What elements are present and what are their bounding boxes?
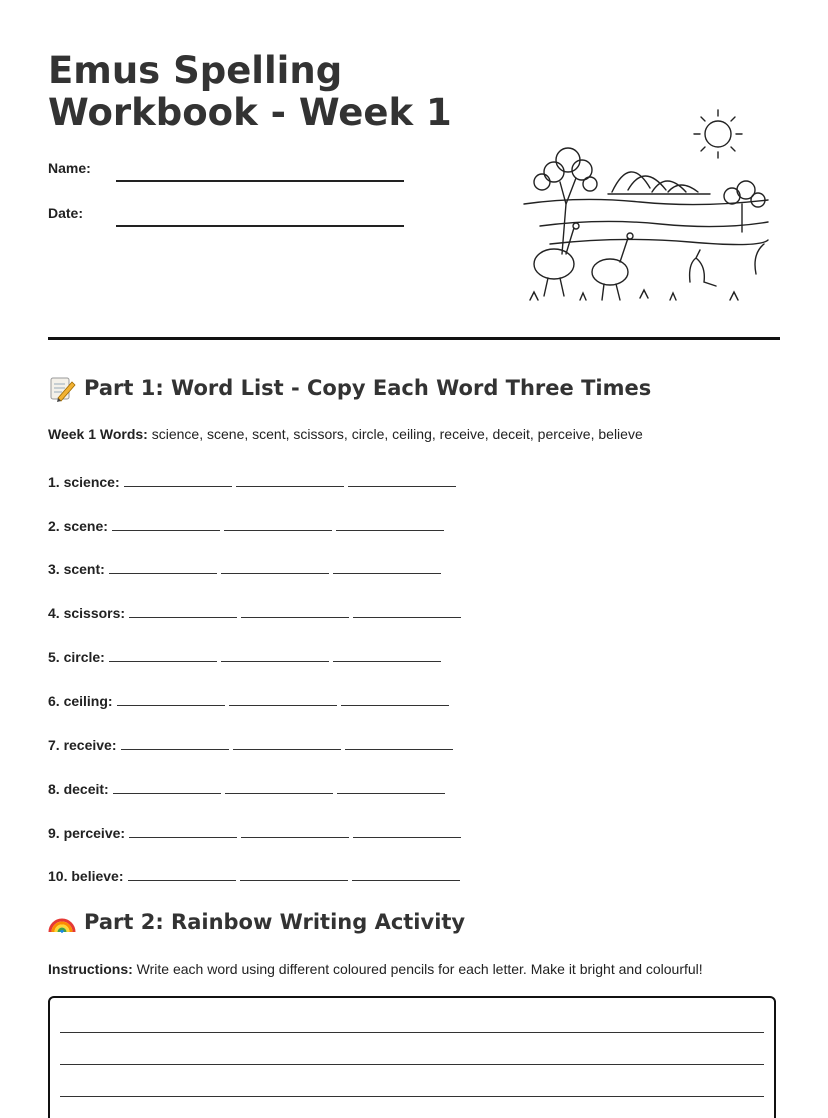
list-item — [48, 470, 456, 490]
rainbow-icon — [48, 908, 76, 936]
name-label: Name: — [48, 160, 91, 176]
instructions-text: Write each word using different coloured pencils for each letter. Make it bright and colourful! — [136, 961, 703, 977]
copy-blank[interactable] — [353, 837, 461, 838]
copy-blank[interactable] — [333, 661, 441, 662]
copy-blank[interactable] — [129, 617, 237, 618]
word-label: 1. science: — [48, 474, 120, 490]
copy-blank[interactable] — [337, 793, 445, 794]
copy-blank[interactable] — [109, 573, 217, 574]
date-field-line[interactable] — [116, 225, 404, 227]
copy-blank[interactable] — [124, 486, 232, 487]
word-label: 4. scissors: — [48, 605, 126, 621]
copy-blank[interactable] — [129, 837, 237, 838]
part1-heading — [48, 374, 651, 402]
list-item — [48, 864, 460, 884]
copy-blank[interactable] — [336, 530, 444, 531]
list-item — [48, 514, 444, 534]
list-item — [48, 733, 453, 753]
word-label: 10. believe: — [48, 868, 124, 884]
instructions-line — [48, 961, 703, 977]
copy-blank[interactable] — [224, 530, 332, 531]
word-label: 3. scent: — [48, 561, 105, 577]
copy-blank[interactable] — [352, 880, 460, 881]
copy-blank[interactable] — [117, 705, 225, 706]
copy-blank[interactable] — [233, 749, 341, 750]
copy-blank[interactable] — [345, 749, 453, 750]
copy-blank[interactable] — [229, 705, 337, 706]
copy-blank[interactable] — [225, 793, 333, 794]
copy-blank[interactable] — [348, 486, 456, 487]
list-item — [48, 689, 449, 709]
australian-landscape-emus-illustration — [520, 104, 772, 310]
page-title: Emus Spelling Workbook - Week 1 — [48, 49, 452, 134]
copy-blank[interactable] — [236, 486, 344, 487]
part2-heading — [48, 908, 465, 936]
rainbow-writing-box[interactable] — [48, 996, 776, 1118]
copy-blank[interactable] — [112, 530, 220, 531]
name-field-line[interactable] — [116, 180, 404, 182]
writing-line[interactable] — [60, 1032, 764, 1033]
week-words-line — [48, 426, 643, 442]
word-label: 6. ceiling: — [48, 693, 113, 709]
list-item — [48, 821, 461, 841]
copy-blank[interactable] — [221, 661, 329, 662]
copy-blank[interactable] — [341, 705, 449, 706]
word-label: 2. scene: — [48, 518, 108, 534]
copy-blank[interactable] — [221, 573, 329, 574]
list-item — [48, 645, 441, 665]
writing-line[interactable] — [60, 1096, 764, 1097]
instructions-label: Instructions: — [48, 961, 133, 977]
copy-blank[interactable] — [240, 880, 348, 881]
part2-heading-text: Part 2: Rainbow Writing Activity — [84, 910, 466, 934]
part1-heading-text: Part 1: Word List - Copy Each Word Three Times — [84, 376, 652, 400]
writing-line[interactable] — [60, 1064, 764, 1065]
copy-blank[interactable] — [113, 793, 221, 794]
list-item — [48, 777, 445, 797]
list-item — [48, 601, 461, 621]
copy-blank[interactable] — [121, 749, 229, 750]
word-label: 7. receive: — [48, 737, 117, 753]
list-item — [48, 557, 441, 577]
date-label: Date: — [48, 205, 84, 221]
copy-blank[interactable] — [241, 617, 349, 618]
copy-blank[interactable] — [333, 573, 441, 574]
copy-blank[interactable] — [128, 880, 236, 881]
memo-pencil-icon — [48, 374, 76, 402]
week-words-label: Week 1 Words: — [48, 426, 148, 442]
copy-blank[interactable] — [353, 617, 461, 618]
copy-blank[interactable] — [241, 837, 349, 838]
word-label: 8. deceit: — [48, 781, 109, 797]
word-label: 9. perceive: — [48, 825, 126, 841]
section-divider — [48, 337, 780, 340]
week-words-list: science, scene, scent, scissors, circle, ceiling, receive, deceit, perceive, believe — [151, 426, 643, 442]
copy-blank[interactable] — [109, 661, 217, 662]
word-label: 5. circle: — [48, 649, 105, 665]
